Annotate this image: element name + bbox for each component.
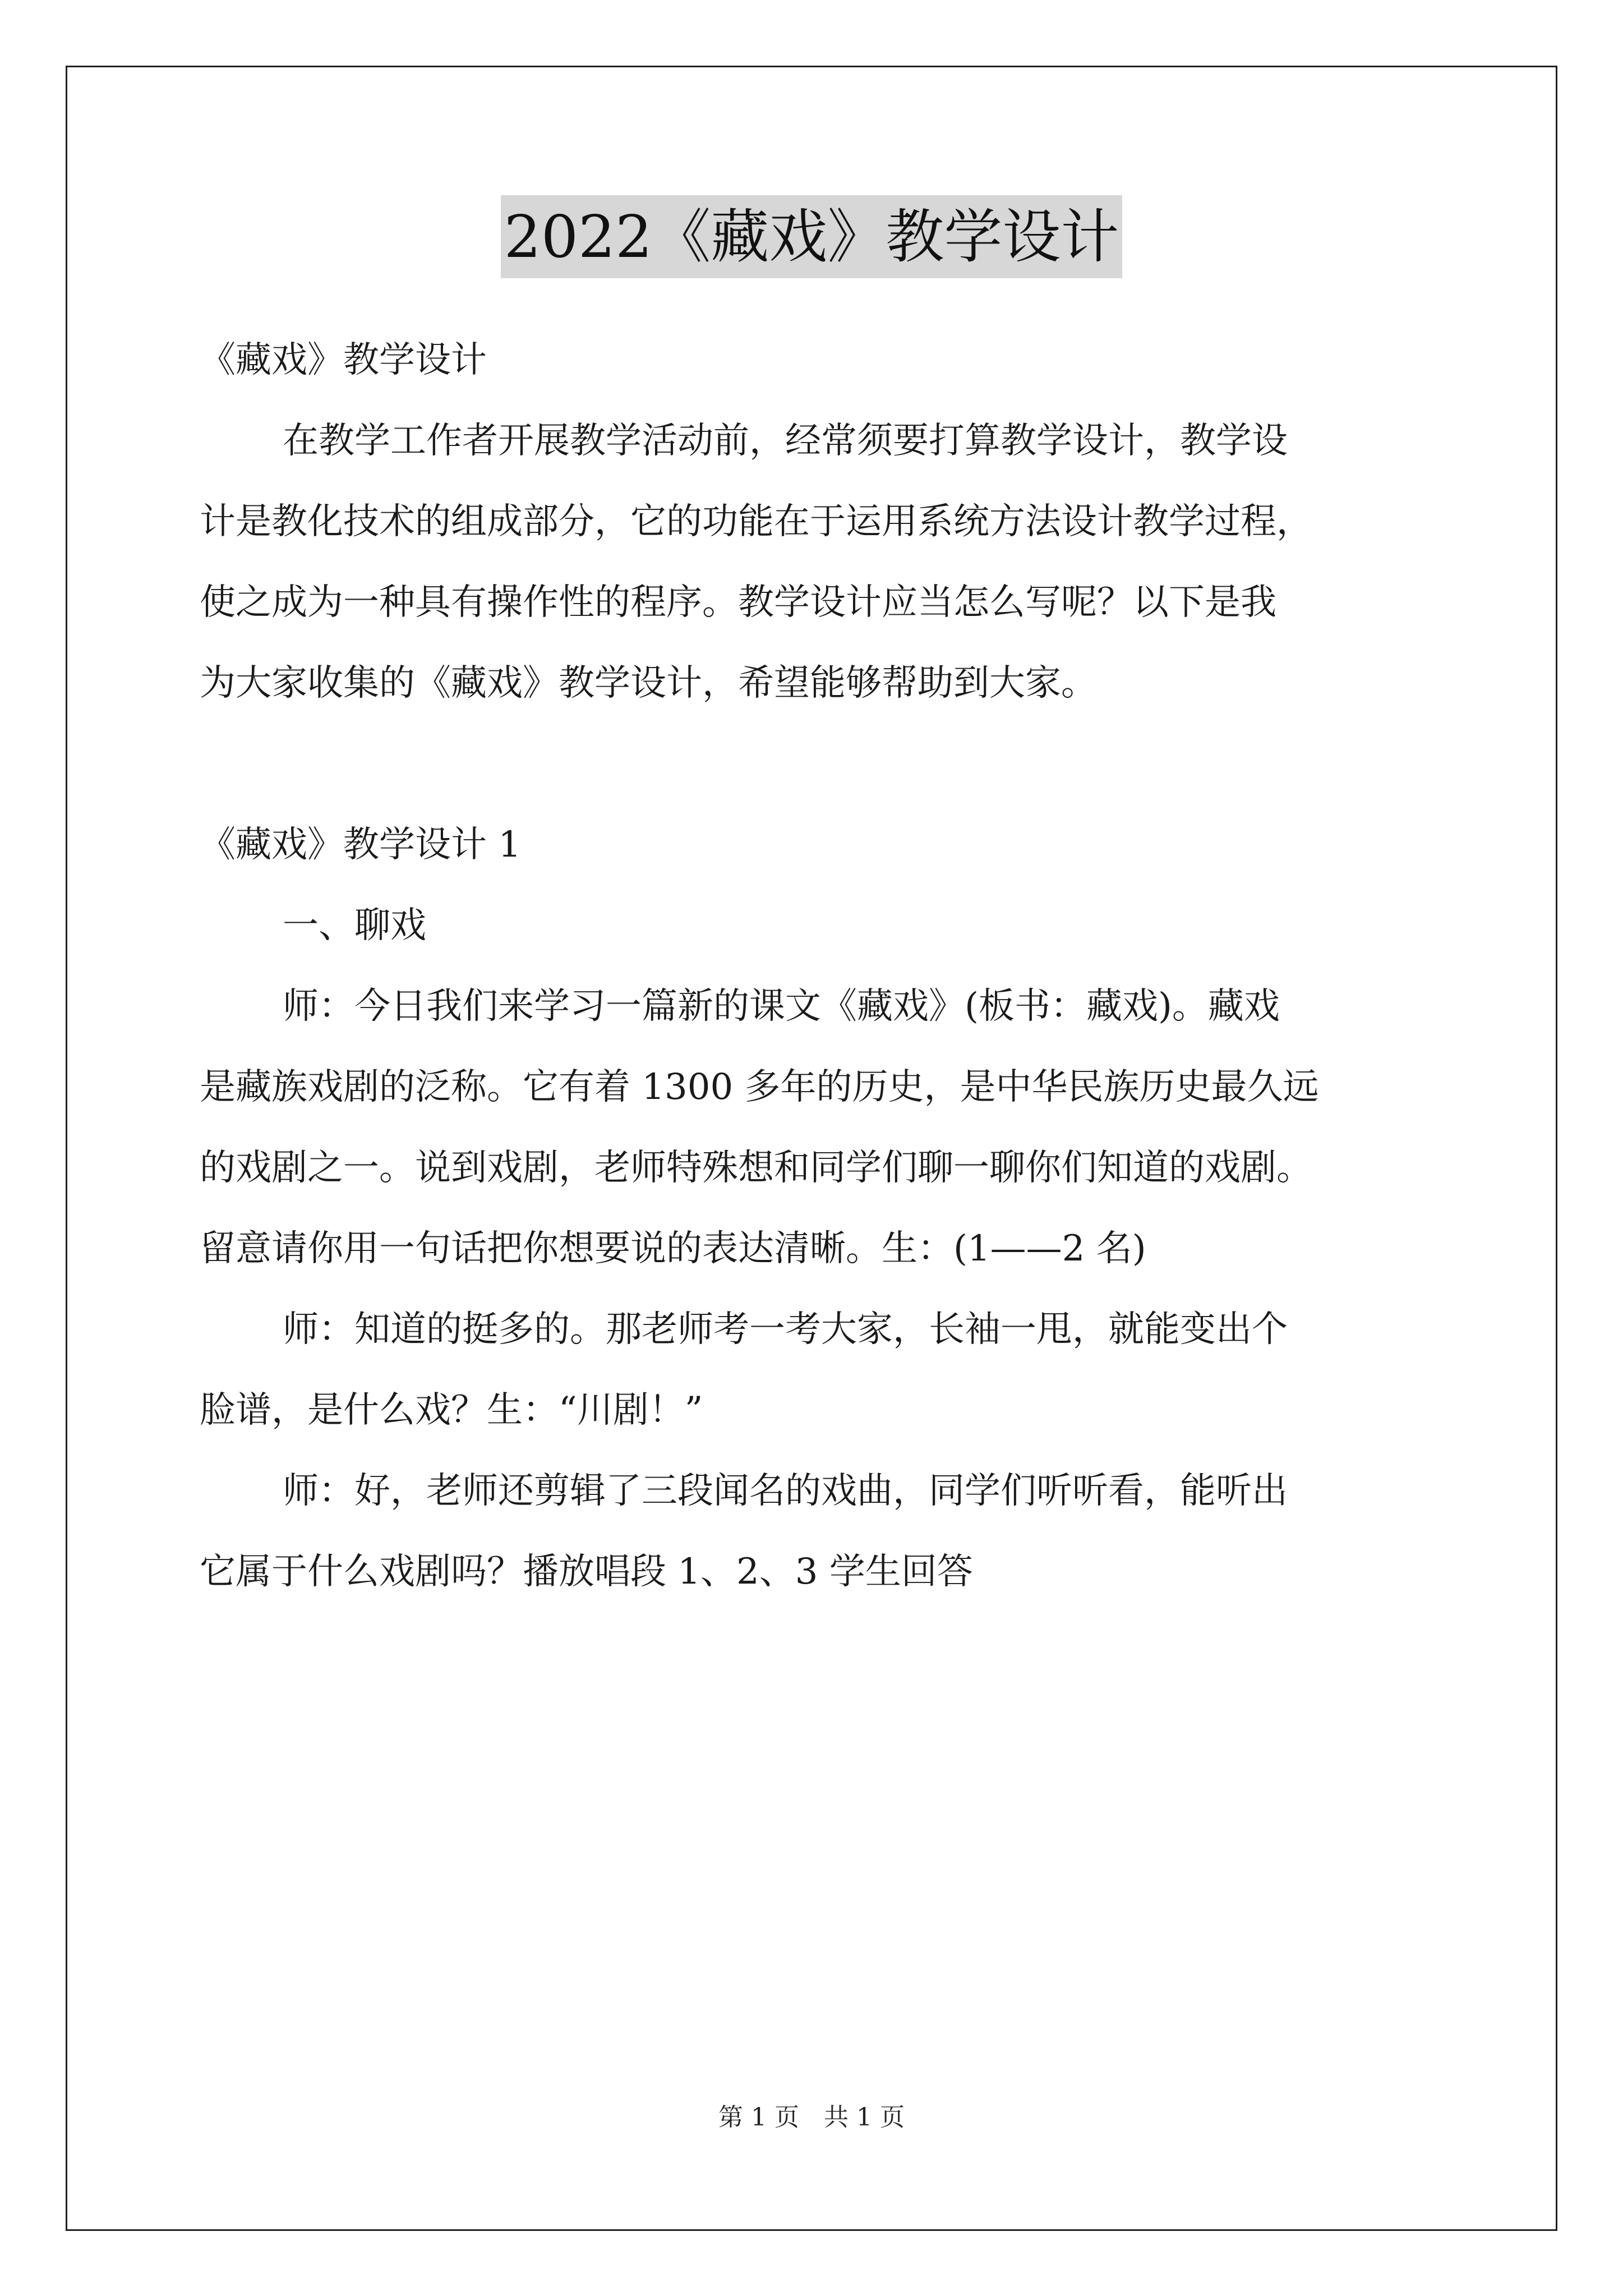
subtitle-line: 《藏戏》教学设计 <box>200 339 487 381</box>
paragraph-line: 计是教化技术的组成部分，它的功能在于运用系统方法设计教学过程， <box>200 501 1312 542</box>
section-heading: 《藏戏》教学设计 1 <box>200 824 522 866</box>
paragraph-line: 是藏族戏剧的泛称。它有着 1300 多年的历史，是中华民族历史最久远 <box>200 1066 1319 1108</box>
paragraph-line: 师：今日我们来学习一篇新的课文《藏戏》(板书：藏戏)。藏戏 <box>283 986 1280 1027</box>
paragraph-line: 使之成为一种具有操作性的程序。教学设计应当怎么写呢？以下是我 <box>200 582 1276 623</box>
title-container <box>0 195 1623 278</box>
document-title: 2022《藏戏》教学设计 <box>501 195 1123 278</box>
paragraph-line: 师：好，老师还剪辑了三段闻名的戏曲，同学们听听看，能听出 <box>283 1470 1288 1512</box>
subsection-heading: 一、聊戏 <box>283 905 426 946</box>
paragraph-line: 它属于什么戏剧吗？播放唱段 1、2、3 学生回答 <box>200 1551 973 1593</box>
document-body <box>200 320 1445 1612</box>
paragraph-line: 为大家收集的《藏戏》教学设计，希望能够帮助到大家。 <box>200 662 1097 704</box>
paragraph-line: 留意请你用一句话把你想要说的表达清晰。生：(1——2 名) <box>200 1228 1146 1269</box>
page-footer: 第 1 页 共 1 页 <box>718 2103 905 2132</box>
paragraph-line: 在教学工作者开展教学活动前，经常须要打算教学设计，教学设 <box>283 420 1288 462</box>
paragraph-line: 的戏剧之一。说到戏剧，老师特殊想和同学们聊一聊你们知道的戏剧。 <box>200 1147 1312 1189</box>
paragraph-line: 脸谱，是什么戏？生：“川剧！” <box>200 1389 703 1431</box>
paragraph-line: 师：知道的挺多的。那老师考一考大家，长袖一甩，就能变出个 <box>283 1309 1288 1350</box>
blank-line <box>200 724 1445 804</box>
